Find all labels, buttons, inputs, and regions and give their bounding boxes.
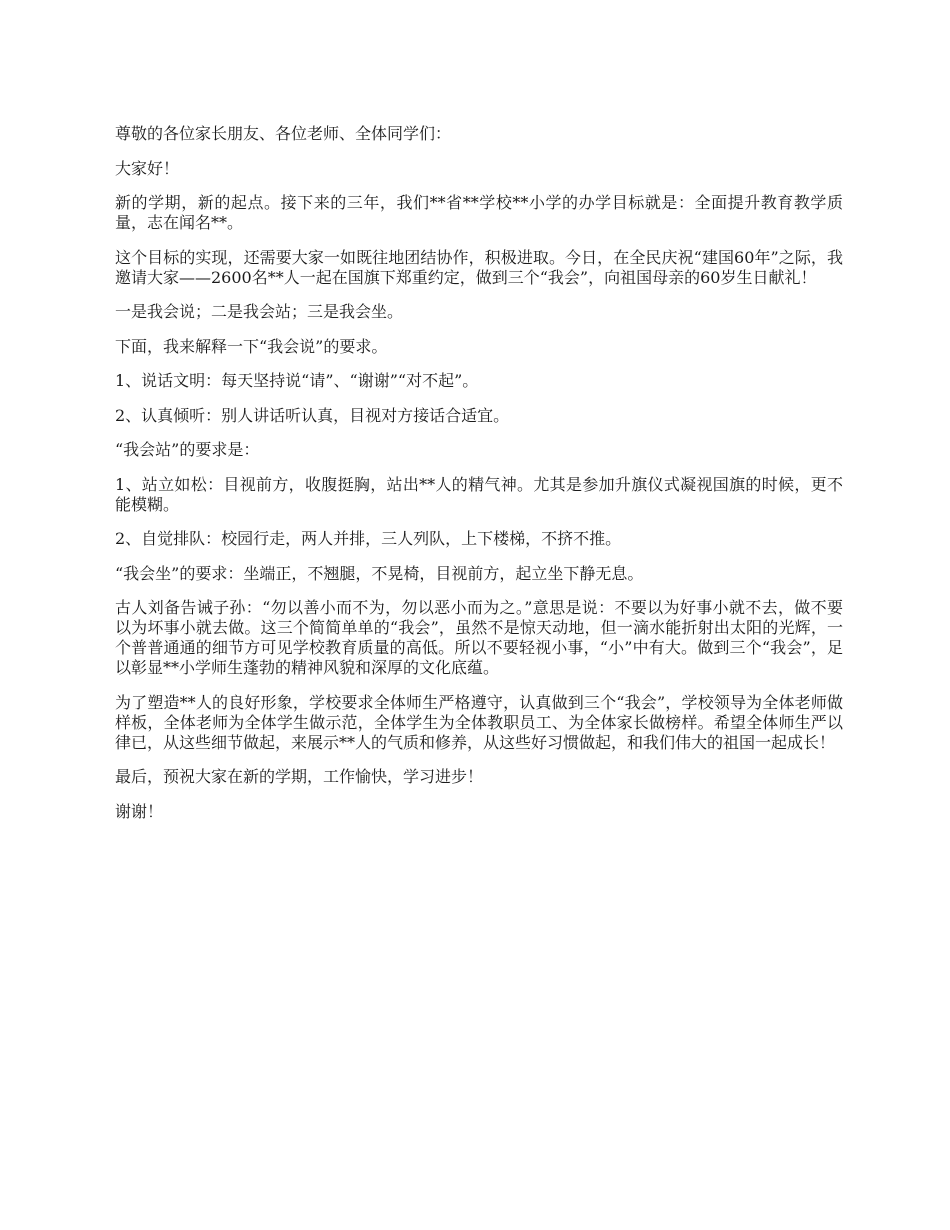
paragraph: “我会坐”的要求：坐端正，不翘腿，不晃椅，目视前方，起立坐下静无息。 <box>115 563 644 583</box>
list-item: 1、站立如松：目视前方，收腹挺胸，站出**人的精气神。尤其是参加升旗仪式凝视国旗的时候，更不能模糊。 <box>115 474 843 514</box>
paragraph: 下面，我来解释一下“我会说”的要求。 <box>115 336 388 356</box>
list-item: 1、说话文明：每天坚持说“请”、“谢谢”“对不起”。 <box>115 371 479 390</box>
paragraph: 这个目标的实现，还需要大家一如既往地团结协作，积极进取。今日，在全民庆祝“建国60年”之际，我邀请大家——2600名**人一起在国旗下郑重约定，做到三个“我会”，向祖国母亲的60岁生日献礼！ <box>115 247 843 287</box>
closing-thanks: 谢谢！ <box>115 801 164 821</box>
salutation: 尊敬的各位家长朋友、各位老师、全体同学们： <box>115 124 452 143</box>
paragraph: 新的学期，新的起点。接下来的三年，我们**省**学校**小学的办学目标就是：全面提升教育教学质量，志在闻名**。 <box>115 193 843 232</box>
closing-wish: 最后，预祝大家在新的学期，工作愉快，学习进步！ <box>115 767 484 786</box>
list-item: 2、自觉排队：校园行走，两人并排，三人列队，上下楼梯，不挤不推。 <box>115 529 622 548</box>
paragraph: “我会站”的要求是： <box>115 440 260 459</box>
paragraph: 古人刘备告诫子孙：“勿以善小而不为，勿以恶小而为之。”意思是说：不要以为好事小就不去，做不要以为坏事小就去做。这三个简简单单的“我会”，虽然不是惊天动地，但一滴水能折射出太阳的光辉，一个普普通通的细节方可见学校教育质量的高低。所以不要轻视小事，“小”中有大。做到三个“我会”，足以彰显**小学师生蓬勃的精神风貌和深厚的文化底蕴。 <box>115 598 843 677</box>
list-item: 2、认真倾听：别人讲话听认真，目视对方接话合适宜。 <box>115 405 510 425</box>
greeting: 大家好！ <box>115 158 180 178</box>
paragraph: 为了塑造**人的良好形象，学校要求全体师生严格遵守，认真做到三个“我会”，学校领导为全体老师做样板，全体老师为全体学生做示范，全体学生为全体教职员工、为全体家长做榜样。希望全体师生严以律已，从这些细节做起，来展示**人的气质和修养，从这些好习惯做起，和我们伟大的祖国一起成长！ <box>115 692 843 752</box>
paragraph: 一是我会说；二是我会站；三是我会坐。 <box>115 302 404 321</box>
document-body <box>115 124 843 836</box>
